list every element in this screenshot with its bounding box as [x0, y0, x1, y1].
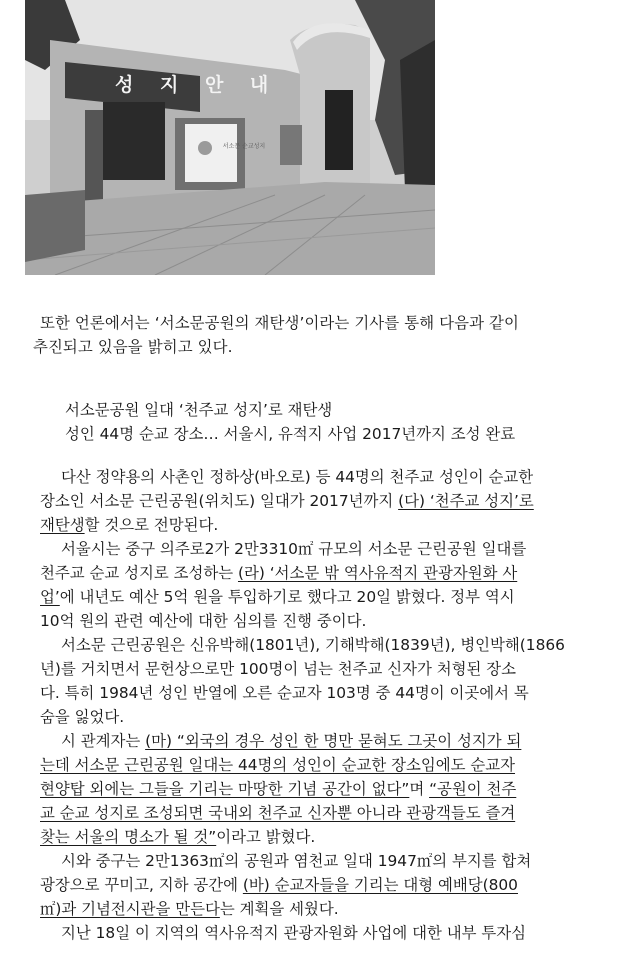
article-line: 서울시는 중구 의주로2가 2만3310㎡ 규모의 서소문 근린공원 일대를 — [61, 540, 527, 558]
article-subtitle: 성인 44명 순교 장소… 서울시, 유적지 사업 2017년까지 조성 완료 — [65, 425, 516, 443]
article-text: 광장으로 꾸미고, 지하 공간에 — [40, 876, 243, 894]
article-title: 서소문공원 일대 ‘천주교 성지’로 재탄생 — [65, 401, 333, 419]
article-line — [40, 753, 618, 777]
site-photo-drawing — [25, 0, 435, 275]
article-line — [40, 513, 618, 537]
article-line — [40, 873, 618, 897]
article-body — [40, 465, 618, 945]
underlined-phrase-ra: (라) ‘서소문 밖 역사유적지 관광자원화 사 — [237, 564, 518, 582]
article-line — [40, 489, 618, 513]
article-line: 10억 원의 관련 예산에 대한 심의를 진행 중이다. — [40, 612, 367, 630]
underlined-phrase-ra-cont: 업’ — [40, 588, 60, 606]
intro-paragraph — [33, 311, 620, 359]
underlined-phrase-ma-cont: 현양탑 외에는 그들을 기리는 마땅한 기념 공간이 없다” — [40, 780, 410, 798]
intro-line-2: 추진되고 있음을 밝히고 있다. — [33, 338, 233, 356]
article-line: 지난 18일 이 지역의 역사유적지 관광자원화 사업에 대한 내부 투자심 — [61, 924, 527, 942]
article-line: 숨을 잃었다. — [40, 708, 125, 726]
underlined-quote-cont: 교 순교 성지로 조성되면 국내외 천주교 신자뿐 아니라 관광객들도 즐겨 — [40, 804, 516, 822]
underlined-phrase-ba-cont: ㎡)과 기념전시관을 만든다 — [40, 900, 220, 918]
site-photo — [25, 0, 435, 275]
article-line — [40, 897, 618, 921]
underlined-phrase-da: (다) ‘천주교 성지’로 — [398, 492, 534, 510]
underlined-quote-cont: 찾는 서울의 명소가 될 것” — [40, 828, 217, 846]
underlined-phrase-ba: (바) 순교자들을 기리는 대형 예배당(800 — [242, 876, 518, 894]
sign-label: 성 지 안 내 — [115, 74, 279, 96]
intro-line-1: 또한 언론에서는 ‘서소문공원의 재탄생’이라는 기사를 통해 다음과 같이 — [40, 314, 519, 332]
article-text: 는 계획을 세웠다. — [219, 900, 339, 918]
article-line — [40, 801, 618, 825]
article-line — [40, 561, 618, 585]
article-line: 서소문 근린공원은 신유박해(1801년), 기해박해(1839년), 병인박해(1866 — [61, 636, 565, 654]
article-line — [40, 777, 618, 801]
article-line: 다산 정약용의 사촌인 정하상(바오로) 등 44명의 천주교 성인이 순교한 — [61, 468, 534, 486]
article-text: 장소인 서소문 근린공원(위치도) 일대가 2017년까지 — [40, 492, 399, 510]
article-line: 다. 특히 1984년 성인 반열에 오른 순교자 103명 중 44명이 이곳에서 목 — [40, 684, 529, 702]
article-text: 할 것으로 전망된다. — [84, 516, 219, 534]
article-text: 이라고 밝혔다. — [216, 828, 316, 846]
poster-caption: 서소문 순교성지 — [222, 143, 266, 150]
article-text: 며 — [409, 780, 430, 798]
article-line — [40, 585, 618, 609]
article-text: 시 관계자는 — [61, 732, 146, 750]
underlined-quote: “공원이 천주 — [429, 780, 517, 798]
underlined-phrase-da-cont: 재탄생 — [40, 516, 85, 534]
article-line: 시와 중구는 2만1363㎡의 공원과 염천교 일대 1947㎡의 부지를 합쳐 — [61, 852, 532, 870]
underlined-phrase-ma-cont: 는데 서소문 근린공원 일대는 44명의 성인이 순교한 장소임에도 순교자 — [40, 756, 516, 774]
underlined-phrase-ma: (마) “외국의 경우 성인 한 명만 묻혀도 그곳이 성지가 되 — [145, 732, 522, 750]
article-line — [40, 825, 618, 849]
article-text: 에 내년도 예산 5억 원을 투입하기로 했다고 20일 밝혔다. 정부 역시 — [59, 588, 515, 606]
article-line: 년)를 거치면서 문헌상으로만 100명이 넘는 천주교 신자가 처형된 장소 — [40, 660, 516, 678]
article-text: 천주교 순교 성지로 조성하는 — [40, 564, 238, 582]
article-line — [40, 729, 618, 753]
